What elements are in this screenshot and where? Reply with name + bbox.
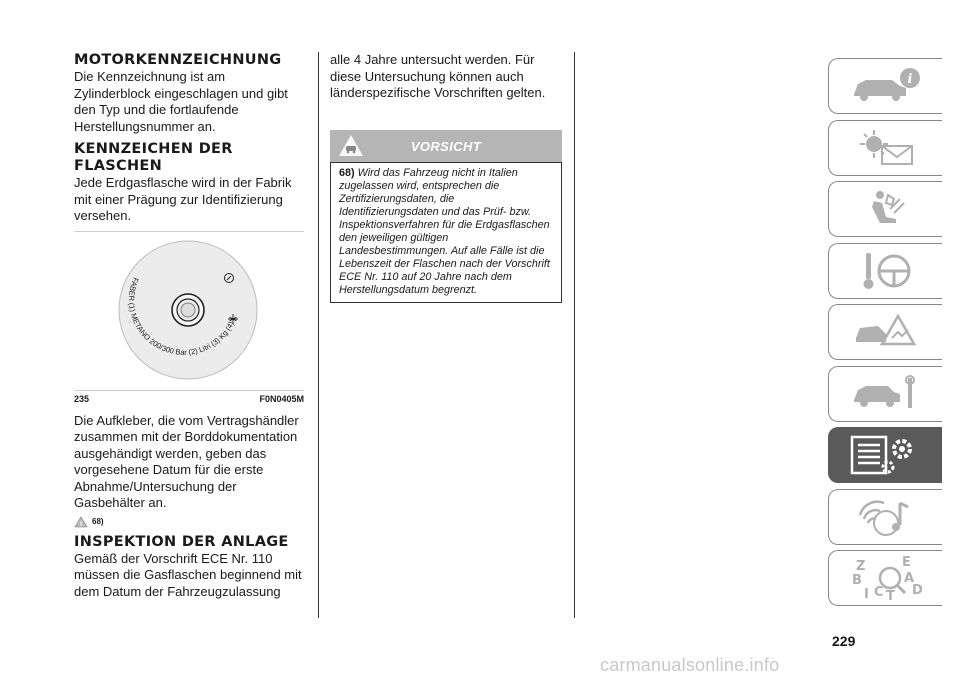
warning-triangle-icon <box>74 516 88 528</box>
cylinder-label-text: FABER (1) METANO 200/300 Bar (2) Litri (3) Kg (4) <box>126 275 236 357</box>
tab-emergency[interactable] <box>828 304 942 360</box>
technical-data-icon <box>846 433 926 477</box>
tab-safety[interactable] <box>828 181 942 237</box>
figure-cylinder-label <box>74 231 304 404</box>
chapter-tabs <box>828 58 942 612</box>
left-column <box>74 52 304 600</box>
svg-text:i: i <box>907 72 912 87</box>
cylinder-label-illustration <box>74 232 304 390</box>
tab-index[interactable] <box>828 550 942 606</box>
figure-code: F0N0405M <box>259 393 304 404</box>
multimedia-icon <box>846 495 926 539</box>
svg-text:!: ! <box>79 520 83 528</box>
caution-text: Wird das Fahrzeug nicht in Italien zugelassen wird, entsprechen die Zertifizierungsdaten, die Identifizierungsdaten und das Prüf- bzw. Inspektionsverfahren für die Erdgasflaschen den jeweiligen gültigen Landesbestimmungen. Auf alle Fälle ist die Lebenszeit der Flaschen nach der Vorschrift ECE Nr. 110 auf 20 Jahre nach dem Herstellungsdatum begrenzt. <box>339 166 550 296</box>
warning-reference-number: 68) <box>92 517 104 526</box>
heading-engine-id: MOTORKENNZEICHNUNG <box>74 52 282 68</box>
tab-maintenance[interactable] <box>828 366 942 422</box>
page-number: 229 <box>832 633 856 649</box>
column-divider-left <box>318 52 319 618</box>
index-letter: C <box>873 585 884 600</box>
tab-multimedia[interactable] <box>828 489 942 545</box>
airbag-seat-icon <box>846 187 926 231</box>
paragraph-inspection: Gemäß der Vorschrift ECE Nr. 110 müssen die Gasflaschen beginnend mit dem Datum der Fahrzeugzulassung <box>74 550 302 599</box>
tab-starting-driving[interactable] <box>828 243 942 299</box>
paragraph-cylinder-id: Jede Erdgasflasche wird in der Fabrik mit einer Prägung zur Identifizierung versehen. <box>74 175 292 223</box>
heading-inspection: INSPEKTION DER ANLAGE <box>74 533 289 550</box>
figure-number: 235 <box>74 393 90 404</box>
index-letter: T <box>885 589 895 602</box>
car-info-icon <box>846 64 926 108</box>
paragraph-stickers: Die Aufkleber, die vom Vertragshändler zusammen mit der Borddokumentation ausgehändigt werden, geben das vorgesehene Datum für die erste Abnahme/Untersuchung der Gasbehälter an. <box>74 412 299 510</box>
paragraph-engine-id: Die Kennzeichnung ist am Zylinderblock eingeschlagen und gibt den Typ und die fortlaufende Herstellungsnummer an. <box>74 69 288 134</box>
index-letter: E <box>901 555 911 570</box>
lights-warning-icon <box>846 126 926 170</box>
tab-car-info[interactable] <box>828 58 942 114</box>
caution-number: 68) <box>339 166 355 179</box>
paragraph-inspection-continued: alle 4 Jahre untersucht werden. Für diese Untersuchung können auch länderspezifische Vorschriften gelten. <box>330 52 546 100</box>
caution-title: VORSICHT <box>410 138 482 154</box>
tab-technical-data[interactable] <box>828 427 942 483</box>
heading-cylinder-id: KENNZEICHEN DER FLASCHEN <box>74 141 233 174</box>
tab-lights-warnings[interactable] <box>828 120 942 176</box>
warning-reference <box>74 516 304 528</box>
index-letter: I <box>863 587 869 602</box>
index-letter: B <box>851 573 862 588</box>
caution-box <box>330 162 562 303</box>
index-letter: Z <box>855 559 865 574</box>
watermark: carmanualsonline.info <box>600 655 780 675</box>
steering-key-icon <box>846 249 926 293</box>
caution-banner <box>330 130 562 162</box>
index-letter: A <box>903 571 914 586</box>
car-accident-warning-icon <box>846 310 926 354</box>
right-column <box>330 52 562 303</box>
column-divider-right <box>574 52 575 618</box>
index-icon <box>846 554 926 602</box>
car-maintenance-icon <box>846 372 926 416</box>
index-letter: D <box>911 583 923 598</box>
